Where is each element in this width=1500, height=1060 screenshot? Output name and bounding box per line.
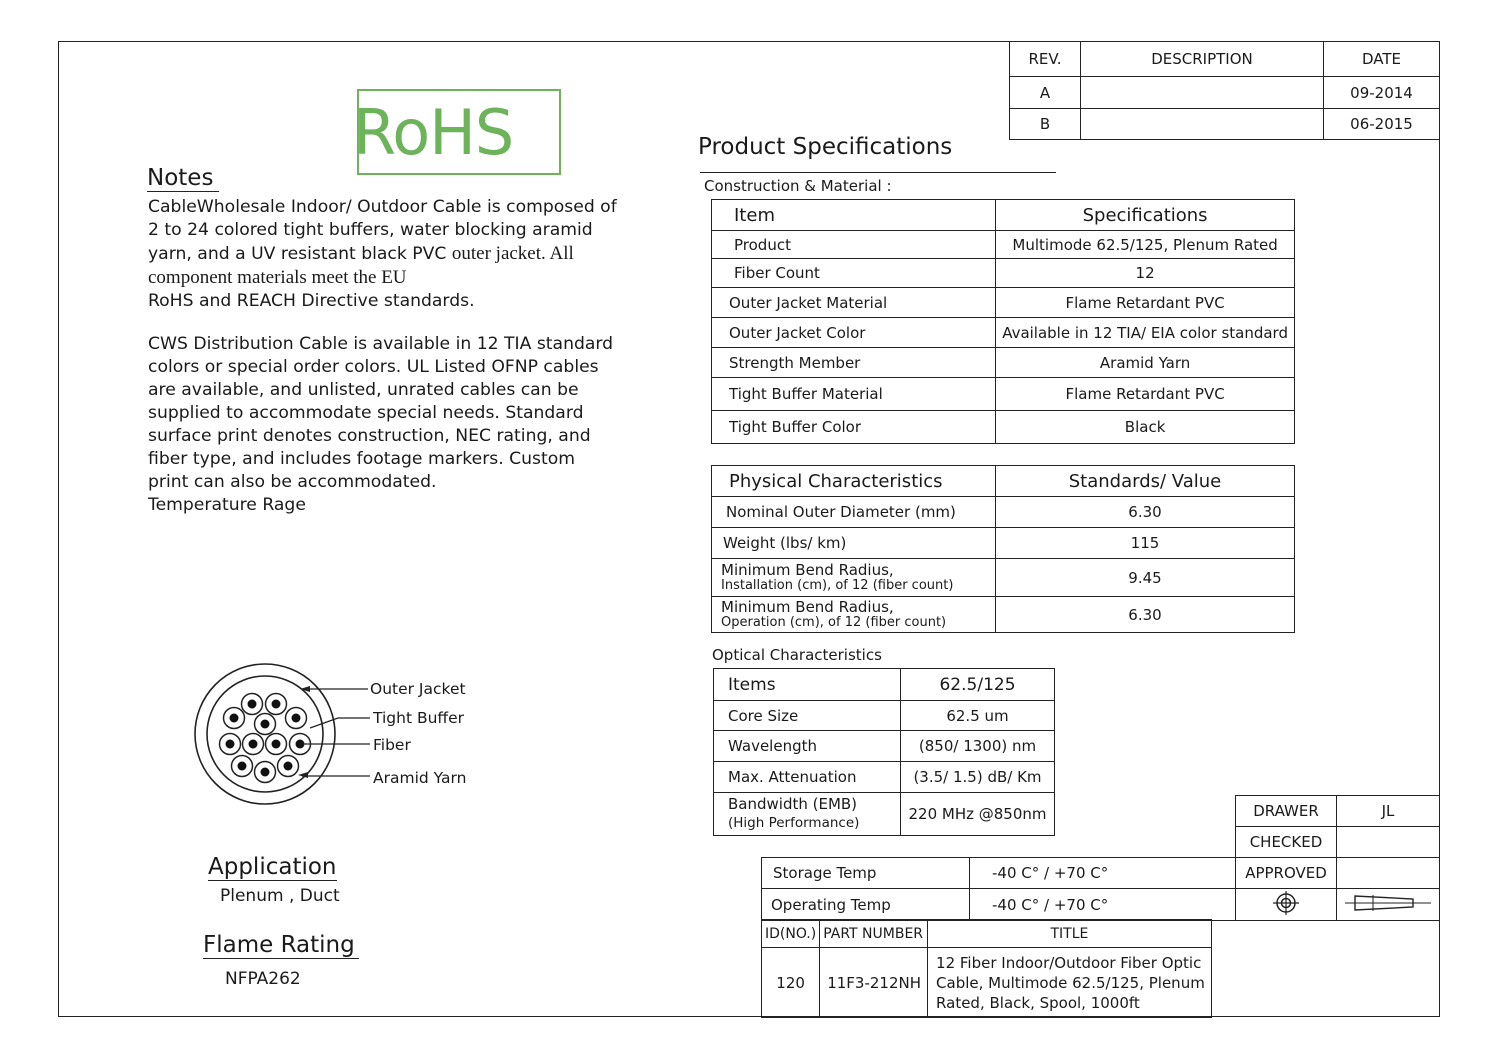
spec-value: Black (996, 411, 1295, 444)
application-title: Application (208, 854, 337, 880)
signoff-label: CHECKED (1236, 827, 1337, 858)
optical-item: Core Size (714, 701, 901, 731)
physical-item: Weight (lbs/ km) (712, 528, 996, 559)
optical-title: Optical Characteristics (712, 646, 882, 664)
description-cell (1081, 77, 1324, 109)
optical-item: Max. Attenuation (714, 762, 901, 793)
spec-item: Strength Member (712, 348, 996, 378)
fiber-core (272, 740, 281, 749)
date-cell: 06-2015 (1324, 109, 1440, 140)
temp-label: Operating Temp (762, 889, 970, 921)
items-header: Items (714, 669, 901, 701)
physical-value: 6.30 (996, 597, 1295, 633)
spec-item: Tight Buffer Color (712, 411, 996, 444)
id-header: ID(NO.) (762, 920, 820, 948)
notes-text: RoHS and REACH Directive standards. (148, 291, 475, 311)
projection-symbol-cell (1337, 889, 1440, 921)
spec-value: Multimode 62.5/125, Plenum Rated (996, 231, 1295, 259)
title-line: 12 Fiber Indoor/Outdoor Fiber Optic (936, 953, 1202, 972)
label-aramid-yarn: Aramid Yarn (373, 769, 467, 787)
title-underline (700, 172, 1056, 173)
notes-title: Notes (147, 165, 219, 192)
notes-paragraph-1 (148, 196, 618, 313)
fiber-core (284, 762, 293, 771)
optical-table (713, 668, 1055, 836)
optical-value: (3.5/ 1.5) dB/ Km (901, 762, 1055, 793)
temp-label: Storage Temp (762, 858, 970, 889)
spec-item: Outer Jacket Material (712, 288, 996, 318)
flame-rating-title: Flame Rating (203, 932, 359, 959)
physical-value: 115 (996, 528, 1295, 559)
rev-cell: A (1010, 77, 1081, 109)
physical-item-line1: Minimum Bend Radius, (721, 560, 894, 579)
fiber-core (261, 720, 270, 729)
fiber-type-header: 62.5/125 (901, 669, 1055, 701)
temp-value: -40 C° / +70 C° (970, 889, 1236, 921)
description-cell (1081, 109, 1324, 140)
fiber-core (226, 740, 235, 749)
product-spec-title: Product Specifications (698, 134, 953, 160)
spec-value: Flame Retardant PVC (996, 378, 1295, 411)
flame-rating-value: NFPA262 (225, 969, 301, 989)
spec-value: Flame Retardant PVC (996, 288, 1295, 318)
spec-item: Outer Jacket Color (712, 318, 996, 348)
part-number-header: PART NUMBER (820, 920, 928, 948)
label-outer-jacket: Outer Jacket (370, 680, 466, 698)
construction-table (711, 199, 1295, 444)
application-value: Plenum , Duct (220, 886, 340, 906)
fiber-core (249, 740, 258, 749)
title-header: TITLE (928, 920, 1212, 948)
date-cell: 09-2014 (1324, 77, 1440, 109)
rev-header: REV. (1010, 42, 1081, 77)
physical-item-line1: Minimum Bend Radius, (721, 597, 894, 616)
optical-value: 62.5 um (901, 701, 1055, 731)
value-header: Standards/ Value (996, 466, 1295, 497)
signoff-value (1337, 858, 1440, 889)
optical-item-line1: Bandwidth (EMB) (728, 795, 858, 813)
fiber-bundle (220, 694, 311, 783)
physical-value: 6.30 (996, 497, 1295, 528)
title-block-table (761, 919, 1212, 1018)
label-fiber: Fiber (373, 736, 411, 754)
signoff-value (1337, 827, 1440, 858)
fiber-core (248, 700, 257, 709)
physical-table (711, 465, 1295, 633)
spec-item: Tight Buffer Material (712, 378, 996, 411)
crosshair-icon (1271, 890, 1301, 916)
revision-table (1009, 41, 1440, 140)
title-line: Rated, Black, Spool, 1000ft (936, 993, 1140, 1012)
date-header: DATE (1324, 42, 1440, 77)
spec-value: 12 (996, 259, 1295, 288)
physical-item-line2: Installation (cm), of 12 (fiber count) (721, 577, 954, 593)
label-tight-buffer: Tight Buffer (373, 709, 465, 727)
notes-paragraph-2: CWS Distribution Cable is available in 12 TIA standard colors or special order colors. UL Listed OFNP cables are available, and unlisted, unrated cables can be supplied to accommodate special needs. Standard surface print denotes construction, NEC rating, and fiber type, and includes footage markers. Custom print can also be accommodated. (148, 334, 614, 492)
fiber-core (230, 714, 239, 723)
physical-item-line2: Operation (cm), of 12 (fiber count) (721, 614, 947, 630)
signoff-value: JL (1337, 796, 1440, 827)
temp-value: -40 C° / +70 C° (970, 858, 1236, 889)
physical-item (712, 559, 996, 597)
optical-item: Wavelength (714, 731, 901, 762)
rev-cell: B (1010, 109, 1081, 140)
fiber-core (272, 700, 281, 709)
optical-item (714, 793, 901, 836)
physical-header: Physical Characteristics (712, 466, 996, 497)
rohs-logo: RoHS (353, 96, 514, 169)
physical-item (712, 597, 996, 633)
title-value (928, 948, 1212, 1018)
spec-item: Product (712, 231, 996, 259)
physical-value: 9.45 (996, 559, 1295, 597)
optical-item-line2: (High Performance) (728, 815, 860, 831)
spec-value: Aramid Yarn (996, 348, 1295, 378)
part-number-value: 11F3-212NH (820, 948, 928, 1018)
third-angle-projection-icon (1343, 890, 1433, 916)
item-header: Item (712, 200, 996, 231)
signoff-table (1235, 795, 1440, 921)
spec-item: Fiber Count (712, 259, 996, 288)
id-value: 120 (762, 948, 820, 1018)
description-header: DESCRIPTION (1081, 42, 1324, 77)
signoff-label: DRAWER (1236, 796, 1337, 827)
notes-text-serif: outer jacket. All component materials meet the EU (148, 243, 574, 288)
notes-paragraph-3: Temperature Rage (148, 495, 306, 515)
optical-value: (850/ 1300) nm (901, 731, 1055, 762)
fiber-core (292, 714, 301, 723)
notes-text: CableWholesale Indoor/ Outdoor Cable is composed of 2 to 24 colored tight buffers, water blocking aramid yarn, and a UV resistant black PVC (148, 197, 617, 264)
temperature-table (761, 857, 1236, 921)
projection-symbol-cell (1236, 889, 1337, 921)
fiber-core (261, 768, 270, 777)
title-line: Cable, Multimode 62.5/125, Plenum (936, 973, 1205, 992)
spec-header: Specifications (996, 200, 1295, 231)
optical-value: 220 MHz @850nm (901, 793, 1055, 836)
signoff-label: APPROVED (1236, 858, 1337, 889)
construction-subtitle: Construction & Material : (704, 177, 892, 195)
physical-item: Nominal Outer Diameter (mm) (712, 497, 996, 528)
fiber-core (238, 762, 247, 771)
spec-value: Available in 12 TIA/ EIA color standard (996, 318, 1295, 348)
